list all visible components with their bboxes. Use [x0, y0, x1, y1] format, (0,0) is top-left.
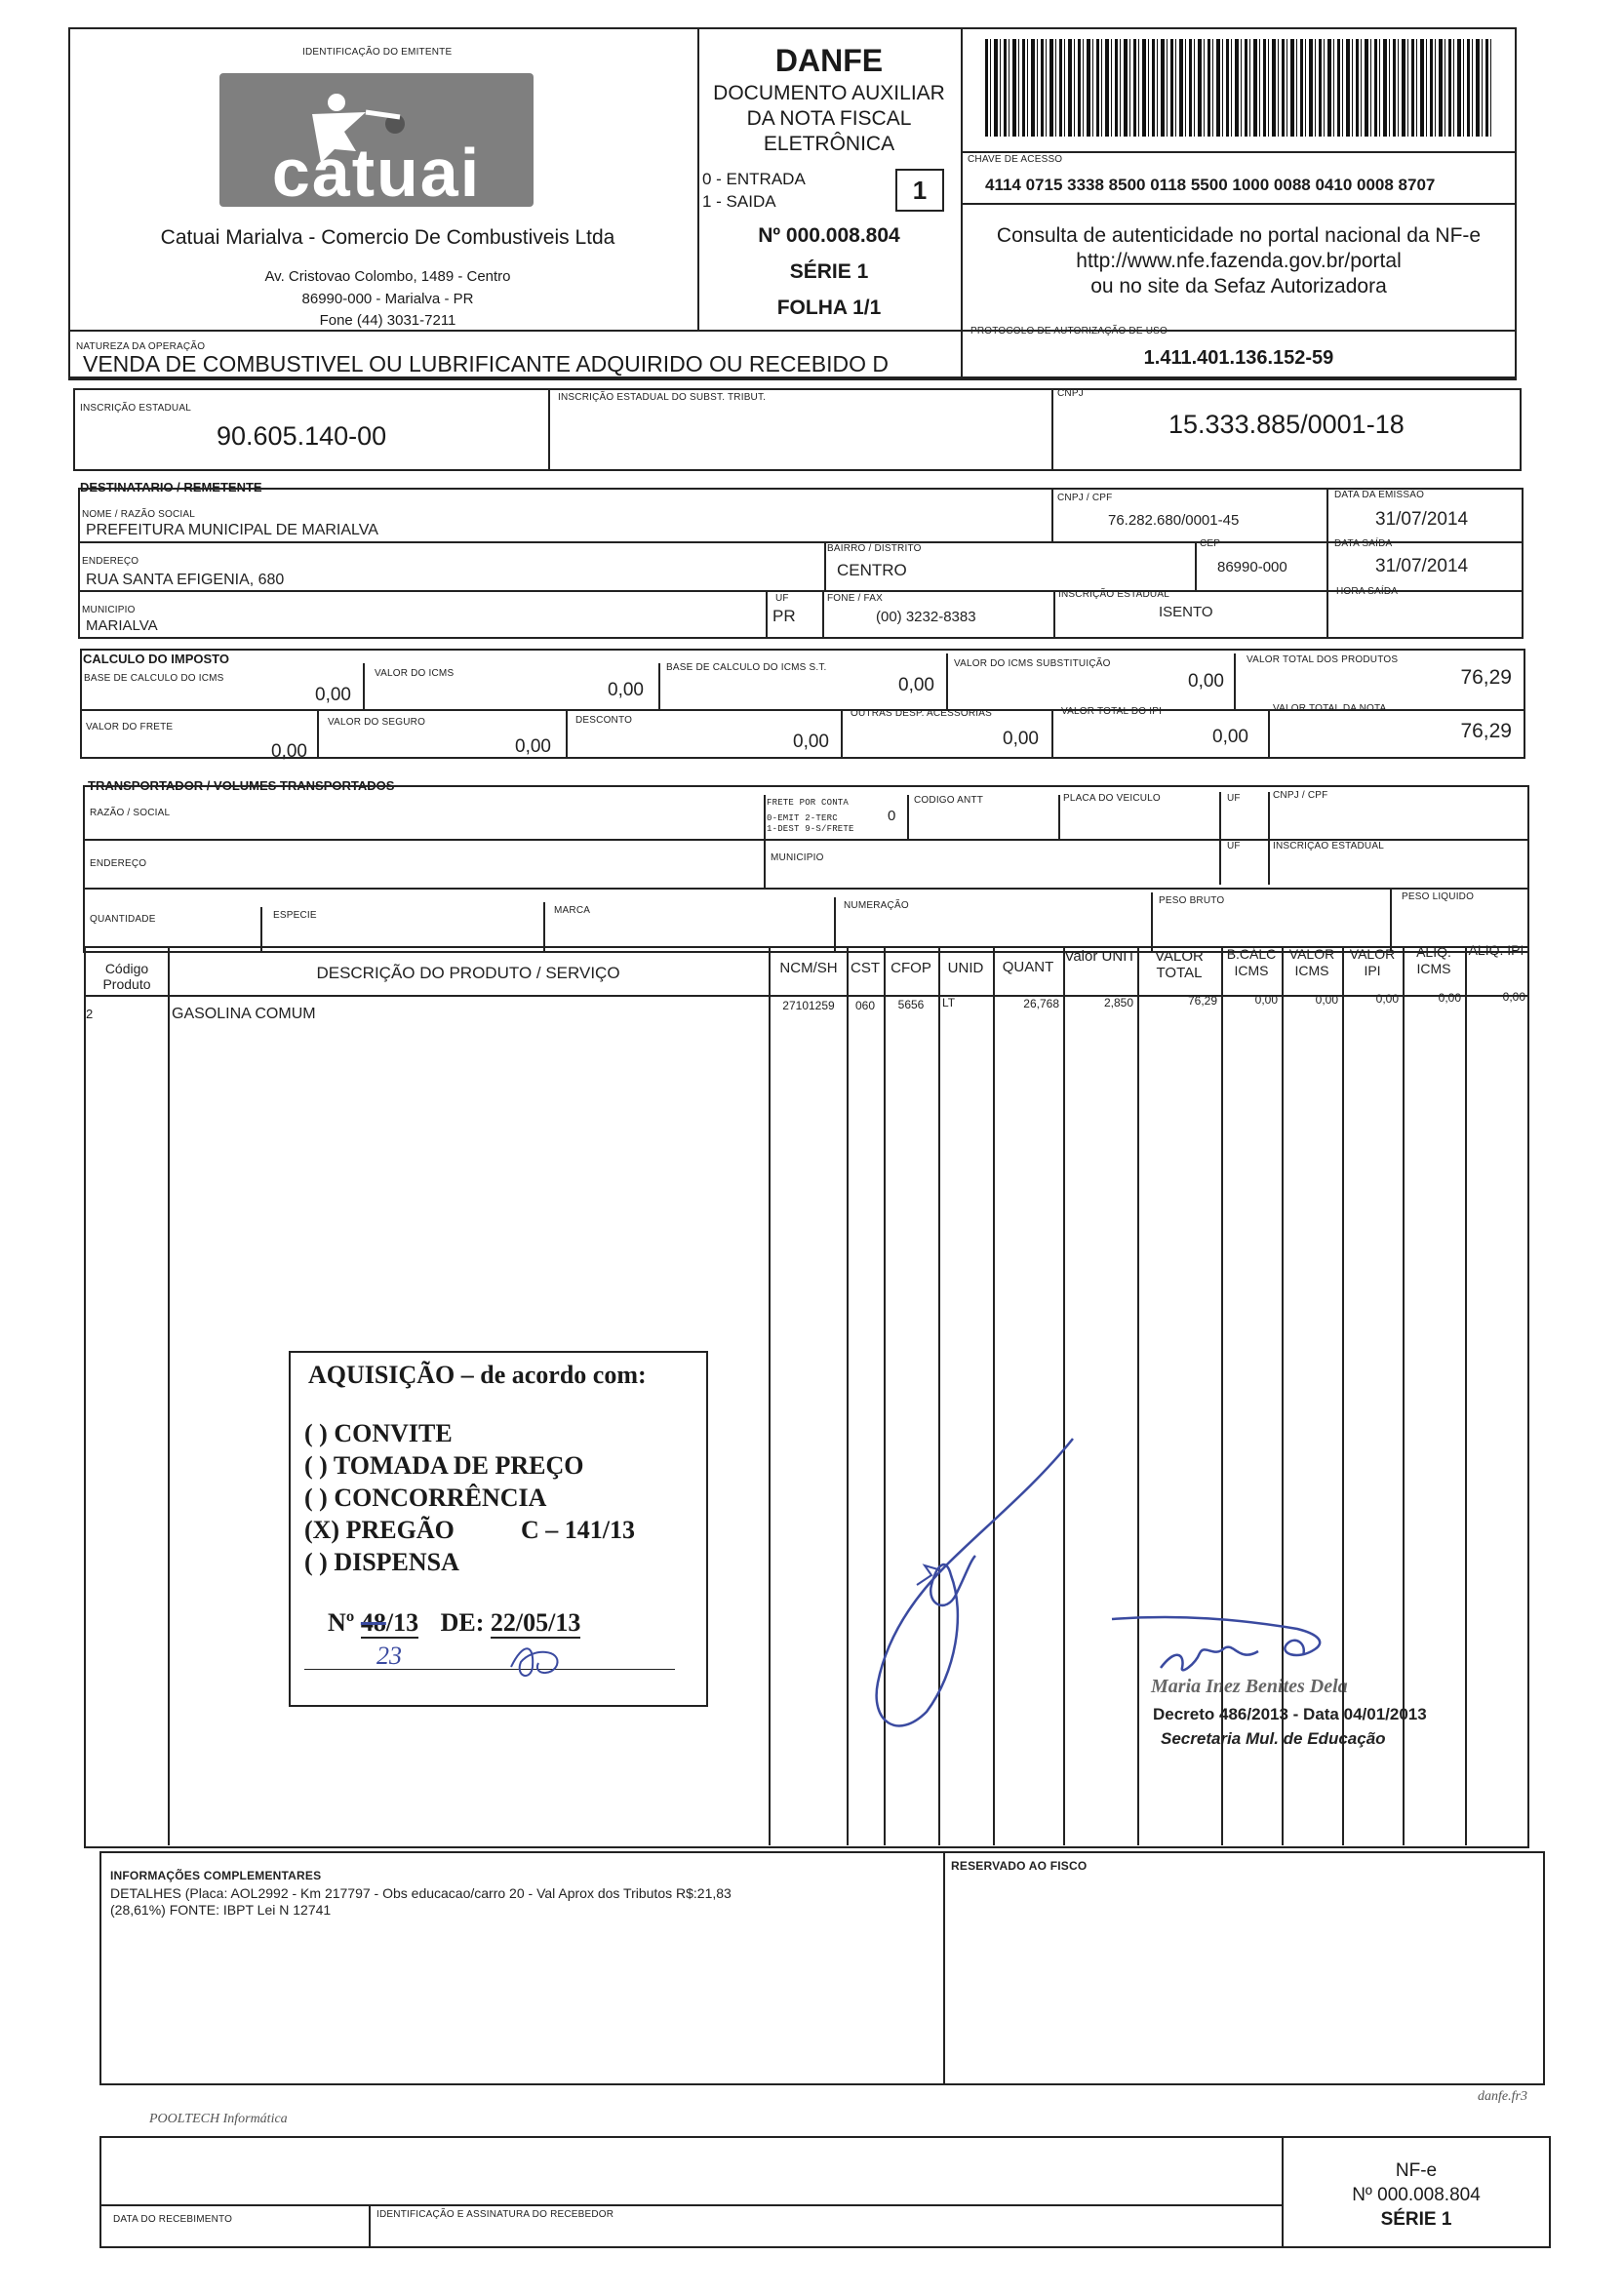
stamp-number-struck: 48	[360, 1608, 386, 1637]
complementary-divider	[943, 1851, 945, 2085]
row-quant: 26,768	[1023, 997, 1059, 1010]
header-aicms: ALIQ. ICMS	[1416, 944, 1451, 976]
access-key-value: 4114 0715 3338 8500 0118 5500 1000 0088 0410 0008 8707	[985, 176, 1436, 194]
template-credit: danfe.fr3	[1478, 2089, 1527, 2104]
recipient-city-label: MUNICIPIO	[82, 605, 136, 615]
stamp-option-concorrencia: ( ) CONCORRÊNCIA	[304, 1484, 547, 1512]
icms: 0,00	[608, 680, 644, 700]
emitter-section-label: IDENTIFICAÇÃO DO EMITENTE	[302, 47, 453, 58]
transport-divider	[834, 897, 836, 953]
stamp-date-label: DE:	[440, 1608, 485, 1637]
recipient-divider	[766, 590, 768, 639]
header-unid: UNID	[947, 960, 984, 976]
row-descricao: GASOLINA COMUM	[172, 1006, 316, 1022]
tax-divider	[1051, 709, 1053, 759]
protocol-label: PROTOCOLO DE AUTORIZAÇÃO DE USO	[970, 326, 1168, 336]
stamp-number-prefix: Nº	[328, 1608, 355, 1637]
stamp-date: 22/05/13	[490, 1608, 581, 1637]
column-divider	[1465, 948, 1467, 1845]
logo-text: catuai	[271, 135, 482, 207]
cep: 86990-000	[1217, 559, 1287, 575]
transport-divider	[83, 888, 1529, 890]
stamp-option-dispensa: ( ) DISPENSA	[304, 1548, 459, 1576]
stamp-initials	[503, 1638, 572, 1686]
stamp-handwritten-number: 23	[376, 1642, 402, 1670]
pen-signature-2	[1102, 1575, 1395, 1682]
carrier-uf-label: UF	[1227, 793, 1241, 804]
carrier-city-label: MUNICIPIO	[771, 852, 824, 863]
receipt-divider	[369, 2204, 371, 2248]
row-aipi: 0,00	[1502, 990, 1525, 1004]
recipient-ie-label: INSCRIÇÃO ESTADUAL	[1058, 589, 1169, 600]
bc-st: 0,00	[898, 675, 934, 695]
company-logo	[219, 73, 534, 207]
stamp-option-convite: ( ) CONVITE	[304, 1419, 453, 1447]
row-vipi: 0,00	[1375, 992, 1399, 1006]
tax-divider	[841, 709, 843, 759]
header-bc: B.CÁLC ICMS	[1226, 946, 1277, 978]
header-codigo: Código Produto	[102, 961, 151, 992]
recipient-divider	[78, 541, 1524, 543]
issue-date: 31/07/2014	[1375, 509, 1469, 530]
recipient-ie: ISENTO	[1159, 604, 1213, 620]
bc-icms-label: BASE DE CALCULO DO ICMS	[84, 673, 224, 684]
brand-label: MARCA	[554, 905, 591, 916]
header-vunit: Valor UNIT	[1064, 948, 1136, 965]
icms-st-label: VALOR DO ICMS SUBSTITUIÇÃO	[954, 658, 1111, 669]
gross-weight-label: PESO BRUTO	[1159, 895, 1225, 906]
ie-st-label: INSCRIÇÃO ESTADUAL DO SUBST. TRIBUT.	[558, 392, 767, 403]
recipient-address-label: ENDEREÇO	[82, 556, 139, 567]
emitter-cnpj-value: 15.333.885/0001-18	[1168, 410, 1405, 439]
quantity-label: QUANTIDADE	[90, 914, 156, 925]
carrier-address-label: ENDEREÇO	[90, 858, 147, 869]
discount-label: DESCONTO	[575, 715, 633, 726]
recipient-uf-label: UF	[775, 593, 789, 604]
signature-stamp-decree: Decreto 486/2013 - Data 04/01/2013	[1153, 1705, 1427, 1723]
recipient-cnpj: 76.282.680/0001-45	[1108, 512, 1240, 529]
tax-divider	[317, 709, 319, 759]
nature-label: NATUREZA DA OPERAÇÃO	[76, 341, 206, 352]
total-products: 76,29	[1460, 666, 1512, 689]
transport-section-title: TRANSPORTADOR / VOLUMES TRANSPORTADOS	[88, 778, 395, 793]
software-credit: POOLTECH Informática	[149, 2112, 288, 2126]
stamp-option-pregao: (X) PREGÃO	[304, 1516, 455, 1544]
phone: (00) 3232-8383	[876, 609, 976, 625]
stamp-option-tomada: ( ) TOMADA DE PREÇO	[304, 1451, 584, 1480]
recipient-divider	[824, 541, 826, 590]
freight: 0,00	[271, 741, 307, 762]
recipient-section-title: DESTINATARIO / REMETENTE	[80, 480, 262, 495]
transport-divider	[1390, 888, 1392, 953]
exit-date: 31/07/2014	[1375, 556, 1469, 576]
recipient-cnpj-label: CNPJ / CPF	[1057, 493, 1113, 503]
row-bc: 0,00	[1254, 993, 1278, 1007]
header-aipi: ALIQ. IPI	[1468, 942, 1524, 958]
stamp-title: AQUISIÇÃO – de acordo com:	[308, 1361, 647, 1389]
discount: 0,00	[793, 732, 829, 752]
danfe-subtitle-1: DOCUMENTO AUXILIAR	[713, 82, 945, 104]
row-vtotal: 76,29	[1187, 994, 1217, 1008]
protocol-value: 1.411.401.136.152-59	[1143, 347, 1334, 369]
receipt-nfe-series: SÉRIE 1	[1380, 2209, 1452, 2230]
recipient-uf: PR	[772, 607, 796, 625]
tax-section-title: CALCULO DO IMPOSTO	[83, 652, 229, 666]
carrier-uf2-label: UF	[1227, 841, 1241, 851]
pen-signature-1	[858, 1429, 1112, 1761]
stamp-signature-line	[304, 1669, 675, 1670]
recipient-divider	[822, 590, 824, 639]
phone-label: FONE / FAX	[827, 593, 884, 604]
tax-divider	[566, 709, 568, 759]
row-cst: 060	[854, 999, 876, 1012]
total-products-label: VALOR TOTAL DOS PRODUTOS	[1247, 654, 1399, 665]
recipient-divider	[78, 590, 1524, 592]
carrier-ie-label: INSCRIÇÃO ESTADUAL	[1273, 841, 1384, 851]
recipient-divider	[1326, 488, 1328, 639]
cep-label: CEP	[1200, 538, 1221, 549]
icms-label: VALOR DO ICMS	[375, 668, 455, 679]
issue-date-label: DATA DA EMISSÃO	[1334, 490, 1425, 500]
authenticity-line-3: ou no site da Sefaz Autorizadora	[1090, 275, 1387, 297]
saida-label: 1 - SAIDA	[702, 192, 776, 211]
row-aicms: 0,00	[1438, 991, 1461, 1005]
transport-block	[83, 785, 1529, 953]
invoice-sheet: FOLHA 1/1	[776, 297, 882, 319]
freight-mode-line-2: 0-EMIT 2-TERC	[767, 813, 838, 823]
recipient-name-label: NOME / RAZÃO SOCIAL	[82, 509, 196, 520]
fisco-label: RESERVADO AO FISCO	[951, 1859, 1088, 1873]
freight-label: VALOR DO FRETE	[86, 722, 174, 732]
icms-st: 0,00	[1188, 671, 1224, 692]
stamp-number-line	[328, 1608, 580, 1638]
total-invoice: 76,29	[1460, 720, 1512, 742]
carrier-name-label: RAZÃO / SOCIAL	[90, 808, 171, 818]
header-cst: CST	[851, 960, 880, 976]
row-codigo: 2	[86, 1007, 94, 1021]
complementary-label: INFORMAÇÕES COMPLEMENTARES	[110, 1869, 322, 1882]
bc-st-label: BASE DE CALCULO DO ICMS S.T.	[666, 662, 827, 673]
other-expenses: 0,00	[1003, 729, 1039, 749]
header-divider	[961, 151, 1517, 153]
emitter-cnpj-label: CNPJ	[1057, 388, 1084, 399]
emitter-address: Av. Cristovao Colombo, 1489 - Centro	[264, 268, 511, 285]
entrada-label: 0 - ENTRADA	[702, 170, 806, 188]
column-divider	[847, 948, 849, 1845]
district: CENTRO	[837, 561, 907, 579]
authenticity-line-2: http://www.nfe.fazenda.gov.br/portal	[1076, 250, 1402, 272]
header-divider	[961, 203, 1517, 205]
ipi: 0,00	[1212, 727, 1248, 747]
ie-row-divider	[548, 388, 550, 471]
complementary-line-2: (28,61%) FONTE: IBPT Lei N 12741	[110, 1902, 332, 1918]
recipient-city: MARIALVA	[86, 617, 158, 634]
ipi-label: VALOR TOTAL DO IPI	[1061, 706, 1163, 717]
vehicle-plate-label: PLACA DO VEICULO	[1063, 793, 1161, 804]
receipt-divider	[99, 2204, 1282, 2206]
stamp-pregao-number: C – 141/13	[521, 1516, 635, 1544]
freight-mode-value: 0	[888, 808, 896, 824]
ie-row-divider	[1051, 388, 1053, 471]
exit-date-label: DATA SAÍDA	[1334, 538, 1393, 549]
transport-divider	[1058, 795, 1060, 839]
column-divider	[1137, 948, 1139, 1845]
antt-label: CODIGO ANTT	[914, 795, 984, 806]
recipient-name: PREFEITURA MUNICIPAL DE MARIALVA	[86, 522, 378, 538]
signature-stamp-dept: Secretaria Mul. de Educação	[1161, 1729, 1386, 1748]
insurance: 0,00	[515, 736, 551, 757]
transport-divider	[1219, 792, 1221, 885]
recipient-divider	[1195, 541, 1197, 590]
emitter-city: 86990-000 - Marialva - PR	[301, 291, 474, 307]
ie-label: INSCRIÇÃO ESTADUAL	[80, 403, 191, 414]
freight-mode-line-3: 1-DEST 9-S/FRETE	[767, 824, 854, 834]
receipt-date-label: DATA DO RECEBIMENTO	[113, 2214, 233, 2225]
operation-type-box: 1	[895, 169, 944, 212]
complementary-line-1: DETALHES (Placa: AOL2992 - Km 217797 - Obs educacao/carro 20 - Val Aprox dos Tributos R$:21,83	[110, 1885, 732, 1901]
row-unid: LT	[942, 996, 956, 1009]
freight-mode-line-1: FRETE POR CONTA	[767, 798, 850, 808]
receipt-nfe-number: Nº 000.008.804	[1352, 2185, 1481, 2205]
recipient-divider	[1053, 590, 1055, 639]
column-divider	[769, 948, 771, 1845]
bc-icms: 0,00	[315, 685, 351, 705]
header-quant: QUANT	[1002, 959, 1054, 975]
header-vtotal: VALOR TOTAL	[1155, 948, 1204, 981]
transport-divider	[1268, 792, 1270, 885]
acquisition-stamp	[289, 1351, 708, 1707]
transport-divider	[1151, 892, 1153, 953]
row-vicms: 0,00	[1315, 993, 1338, 1007]
signature-stamp-name: Maria Inez Benites Dela	[1151, 1676, 1348, 1697]
row-ncm: 27101259	[782, 999, 835, 1012]
danfe-subtitle-2: DA NOTA FISCAL	[746, 107, 912, 130]
tax-divider	[363, 663, 365, 709]
header-cfop: CFOP	[891, 960, 931, 976]
other-expenses-label: OUTRAS DESP. ACESSORIAS	[851, 708, 993, 719]
emitter-phone: Fone (44) 3031-7211	[319, 312, 456, 329]
recipient-divider	[1051, 488, 1053, 541]
authenticity-line-1: Consulta de autenticidade no portal nacional da NF-e	[996, 224, 1482, 247]
receiver-signature-label: IDENTIFICAÇÃO E ASSINATURA DO RECEBEDOR	[376, 2209, 614, 2220]
danfe-title: DANFE	[774, 43, 884, 78]
total-invoice-label: VALOR TOTAL DA NOTA	[1273, 703, 1387, 714]
stamp-number-suffix: /13	[385, 1608, 419, 1637]
tax-divider	[1268, 709, 1270, 759]
exit-time-label: HORA SAÍDA	[1336, 586, 1399, 597]
access-key-label: CHAVE DE ACESSO	[968, 154, 1063, 165]
column-divider	[168, 948, 170, 1845]
emitter-name: Catuai Marialva - Comercio De Combustiveis Ltda	[160, 226, 615, 249]
recipient-block	[78, 488, 1524, 639]
invoice-series: SÉRIE 1	[789, 260, 869, 283]
header-descricao: DESCRIÇÃO DO PRODUTO / SERVIÇO	[316, 964, 620, 982]
insurance-label: VALOR DO SEGURO	[328, 717, 426, 728]
ie-value: 90.605.140-00	[217, 421, 387, 451]
nature-value: VENDA DE COMBUSTIVEL OU LUBRIFICANTE ADQUIRIDO OU RECEBIDO D	[83, 351, 890, 376]
header-ncm: NCM/SH	[779, 960, 838, 976]
danfe-subtitle-3: ELETRÔNICA	[763, 133, 895, 155]
receipt-nfe-label: NF-e	[1395, 2160, 1438, 2181]
row-vunit: 2,850	[1103, 996, 1133, 1009]
transport-divider	[764, 795, 766, 888]
transport-divider	[907, 795, 909, 839]
district-label: BAIRRO / DISTRITO	[827, 543, 922, 554]
tax-divider	[658, 663, 660, 709]
header-vicms: VALOR ICMS	[1288, 946, 1335, 978]
invoice-number: Nº 000.008.804	[758, 224, 900, 247]
row-cfop: 5656	[897, 998, 925, 1011]
net-weight-label: PESO LIQUIDO	[1402, 891, 1475, 902]
access-key-barcode	[985, 39, 1492, 137]
header-vipi: VALOR IPI	[1349, 946, 1396, 978]
tax-divider	[946, 653, 948, 709]
header-divider	[68, 378, 1517, 380]
species-label: ESPECIE	[273, 910, 317, 921]
carrier-cnpj-label: CNPJ / CPF	[1273, 790, 1328, 801]
numbering-label: NUMERAÇÃO	[844, 900, 909, 911]
recipient-address: RUA SANTA EFIGENIA, 680	[86, 572, 285, 588]
tax-divider	[1234, 653, 1236, 709]
